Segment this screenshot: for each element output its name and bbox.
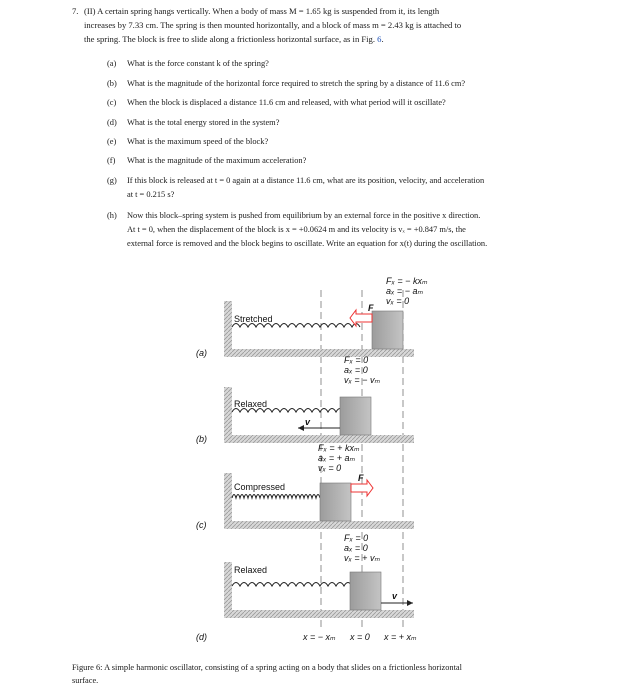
wall (224, 473, 232, 521)
problem-line-3-text: the spring. The block is free to slide along a frictionless horizontal surface, as in Fig. (84, 34, 375, 44)
axis-label-pos-xm: x = + xₘ (384, 632, 417, 642)
question-line: At t = 0, when the displacement of the block is x = +0.0624 m and its velocity is vₓ = +0.847 m/s, the (127, 225, 466, 234)
question-line: Now this block–spring system is pushed from equilibrium by an external force in the positive x direction. (127, 211, 481, 220)
floor (224, 435, 414, 443)
question-line: external force is removed and the block begins to oscillate. Write an equation for x(t) during the oscillation. (127, 239, 488, 248)
question-text: What is the magnitude of the maximum acceleration? (127, 156, 307, 165)
wall (224, 387, 232, 435)
spring-coil (232, 583, 352, 587)
problem-line-3-end: . (381, 34, 384, 44)
velocity-equation: vₓ = − vₘ (344, 375, 381, 385)
acceleration-equation: aₓ = − aₘ (386, 286, 424, 296)
panel-label: (b) (196, 434, 207, 444)
acceleration-equation: aₓ = 0 (344, 365, 368, 375)
spring-coil (232, 495, 320, 499)
force-equation: Fₓ = + kxₘ (318, 443, 360, 453)
question-label: (b) (107, 79, 117, 88)
question-label: (f) (107, 156, 116, 165)
question-label: (g) (107, 176, 117, 185)
panel-label: (c) (196, 520, 207, 530)
axis-label-neg-xm: x = − xₘ (303, 632, 336, 642)
block (372, 311, 403, 349)
panel-label: (a) (196, 348, 207, 358)
panel-d (196, 533, 414, 642)
question-text: What is the magnitude of the horizontal force required to stretch the spring by a distance of 11.6 cm? (127, 79, 466, 88)
question-label: (h) (107, 211, 117, 220)
question-label: (c) (107, 98, 117, 107)
block (350, 572, 381, 610)
floor (224, 349, 414, 357)
velocity-arrowhead (298, 425, 304, 431)
panel-label: (d) (196, 632, 207, 642)
spring-state-label: Stretched (234, 314, 273, 324)
floor (224, 610, 414, 618)
question-label: (a) (107, 59, 117, 68)
panel-b (196, 355, 414, 444)
force-equation: Fₓ = 0 (344, 355, 369, 365)
force-equation: Fₓ = 0 (344, 533, 369, 543)
velocity-arrowhead (407, 600, 413, 606)
problem-number: 7. (72, 6, 79, 16)
question-text: When the block is displaced a distance 11.6 cm and released, with what period will it oscillate? (127, 98, 446, 107)
spring-state-label: Compressed (234, 482, 286, 492)
caption-line-2: surface. (72, 676, 99, 685)
question-label: (e) (107, 137, 117, 146)
floor (224, 521, 414, 529)
figure-caption (72, 661, 572, 687)
spring-coil (232, 324, 360, 328)
panel-a (196, 276, 428, 358)
acceleration-equation: aₓ = 0 (344, 543, 368, 553)
spring-state-label: Relaxed (234, 565, 268, 575)
spring-coil (232, 409, 352, 413)
axis-label-zero: x = 0 (350, 632, 370, 642)
spring-state-label: Relaxed (234, 399, 268, 409)
wall (224, 301, 232, 349)
question-line: If this block is released at t = 0 again at a distance 11.6 cm, what are its position, velocity, and acceleration (127, 176, 485, 185)
question-text: What is the maximum speed of the block? (127, 137, 269, 146)
force-vector-label: F (368, 303, 374, 313)
velocity-equation: vₓ = + vₘ (344, 553, 381, 563)
problem-line-2: increases by 7.33 cm. The spring is then mounted horizontally, and a block of mass m = 2.43 kg is attached to (84, 20, 462, 30)
block (340, 397, 371, 435)
figure-reference-link[interactable]: 6 (377, 34, 382, 44)
force-equation: Fₓ = − kxₘ (386, 276, 428, 286)
velocity-vector-label: v (392, 591, 398, 601)
wall (224, 562, 232, 610)
block (320, 483, 351, 521)
question-label: (d) (107, 118, 117, 127)
question-line: at t = 0.215 s? (127, 190, 175, 199)
velocity-equation: vₓ = 0 (318, 463, 342, 473)
question-text: What is the force constant k of the spring? (127, 59, 269, 68)
caption-line-1: Figure 6: A simple harmonic oscillator, consisting of a spring acting on a body that slides on a frictionless horizontal (72, 663, 462, 672)
problem-line-1: (II) A certain spring hangs vertically. When a body of mass M = 1.65 kg is suspended from it, its length (84, 6, 440, 16)
panel-c (196, 443, 414, 530)
acceleration-equation: aₓ = + aₘ (318, 453, 356, 463)
question-text: What is the total energy stored in the system? (127, 118, 280, 127)
velocity-vector-label: v (305, 417, 311, 427)
force-vector-label: F (358, 473, 364, 483)
velocity-equation: vₓ = 0 (386, 296, 410, 306)
